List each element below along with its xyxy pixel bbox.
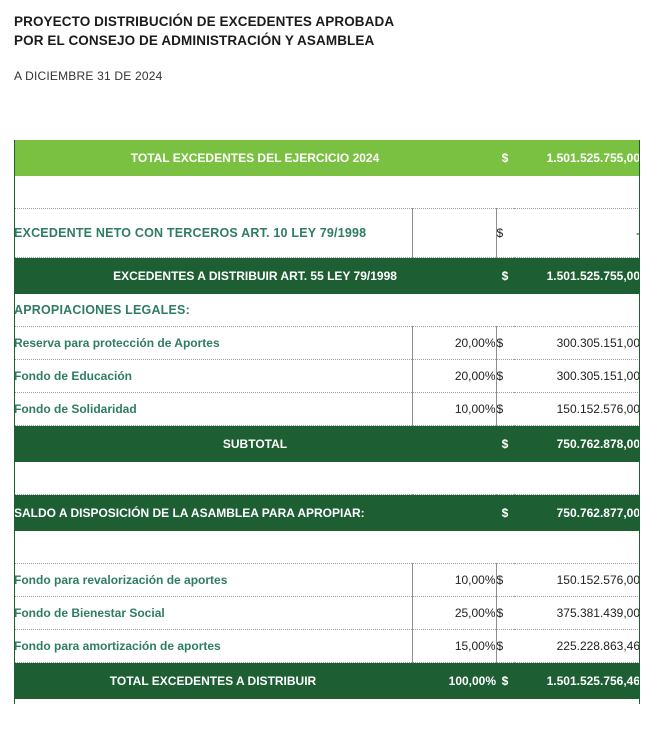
total-distribuir-row	[14, 663, 640, 700]
row-amount: 375.381.439,00	[514, 597, 640, 630]
row-label: Fondo de Bienestar Social	[14, 597, 412, 630]
row-currency: $	[496, 393, 514, 426]
saldo-amount: 750.762.877,00	[514, 495, 640, 532]
title-line-2: POR EL CONSEJO DE ADMINISTRACIÓN Y ASAMBLEA	[14, 33, 375, 48]
row-label: Fondo de Solidaridad	[14, 393, 412, 426]
row-label: Fondo para amortización de aportes	[14, 630, 412, 663]
row-currency: $	[496, 630, 514, 663]
row-currency: $	[496, 564, 514, 597]
apropiaciones-heading: APROPIACIONES LEGALES:	[14, 294, 640, 327]
table-row	[14, 327, 640, 360]
subtotal-label: SUBTOTAL	[14, 426, 496, 463]
a-distribuir-row	[14, 258, 640, 295]
a-distribuir-label: EXCEDENTES A DISTRIBUIR ART. 55 LEY 79/1998	[14, 258, 496, 295]
saldo-currency: $	[496, 495, 514, 532]
excedente-neto-label: EXCEDENTE NETO CON TERCEROS ART. 10 LEY 79/1998	[14, 209, 412, 258]
row-pct: 10,00%	[412, 393, 496, 426]
row-label: Fondo para revalorización de aportes	[14, 564, 412, 597]
table-row	[14, 564, 640, 597]
saldo-label: SALDO A DISPOSICIÓN DE LA ASAMBLEA PARA APROPIAR:	[14, 495, 496, 532]
total-distribuir-pct: 100,00%	[412, 663, 496, 700]
row-pct: 10,00%	[412, 564, 496, 597]
excedente-neto-currency: $	[496, 209, 514, 258]
row-amount: 225.228.863,46	[514, 630, 640, 663]
subtotal-currency: $	[496, 426, 514, 463]
saldo-row	[14, 495, 640, 532]
a-distribuir-amount: 1.501.525.755,00	[514, 258, 640, 295]
table-row	[14, 360, 640, 393]
total-excedentes-currency: $	[496, 140, 514, 176]
row-pct: 20,00%	[412, 327, 496, 360]
subtotal-amount: 750.762.878,00	[514, 426, 640, 463]
a-distribuir-currency: $	[496, 258, 514, 295]
table-row	[14, 393, 640, 426]
spacer-row	[14, 462, 640, 495]
row-amount: 300.305.151,00	[514, 360, 640, 393]
distribution-table	[14, 140, 640, 699]
row-currency: $	[496, 360, 514, 393]
table-row	[14, 630, 640, 663]
document-title	[14, 12, 394, 50]
apropiaciones-heading-row	[14, 294, 640, 327]
spacer-row	[14, 176, 640, 209]
total-distribuir-label: TOTAL EXCEDENTES A DISTRIBUIR	[14, 663, 412, 700]
row-currency: $	[496, 597, 514, 630]
document-date: A DICIEMBRE 31 DE 2024	[14, 69, 163, 83]
spacer-row	[14, 531, 640, 564]
row-pct: 25,00%	[412, 597, 496, 630]
row-pct: 15,00%	[412, 630, 496, 663]
row-pct: 20,00%	[412, 360, 496, 393]
total-excedentes-amount: 1.501.525.755,00	[514, 140, 640, 176]
excedente-neto-amount: -	[514, 209, 640, 258]
total-excedentes-label: TOTAL EXCEDENTES DEL EJERCICIO 2024	[14, 140, 496, 176]
row-currency: $	[496, 327, 514, 360]
total-excedentes-row	[14, 140, 640, 176]
excedente-neto-row	[14, 209, 640, 258]
subtotal-row	[14, 426, 640, 463]
row-amount: 150.152.576,00	[514, 564, 640, 597]
row-label: Fondo de Educación	[14, 360, 412, 393]
total-distribuir-amount: 1.501.525.756,46	[514, 663, 640, 700]
excedente-neto-pct	[412, 209, 496, 258]
row-amount: 300.305.151,00	[514, 327, 640, 360]
title-line-1: PROYECTO DISTRIBUCIÓN DE EXCEDENTES APROBADA	[14, 14, 395, 29]
row-amount: 150.152.576,00	[514, 393, 640, 426]
total-distribuir-currency: $	[496, 663, 514, 700]
row-label: Reserva para protección de Aportes	[14, 327, 412, 360]
table-row	[14, 597, 640, 630]
